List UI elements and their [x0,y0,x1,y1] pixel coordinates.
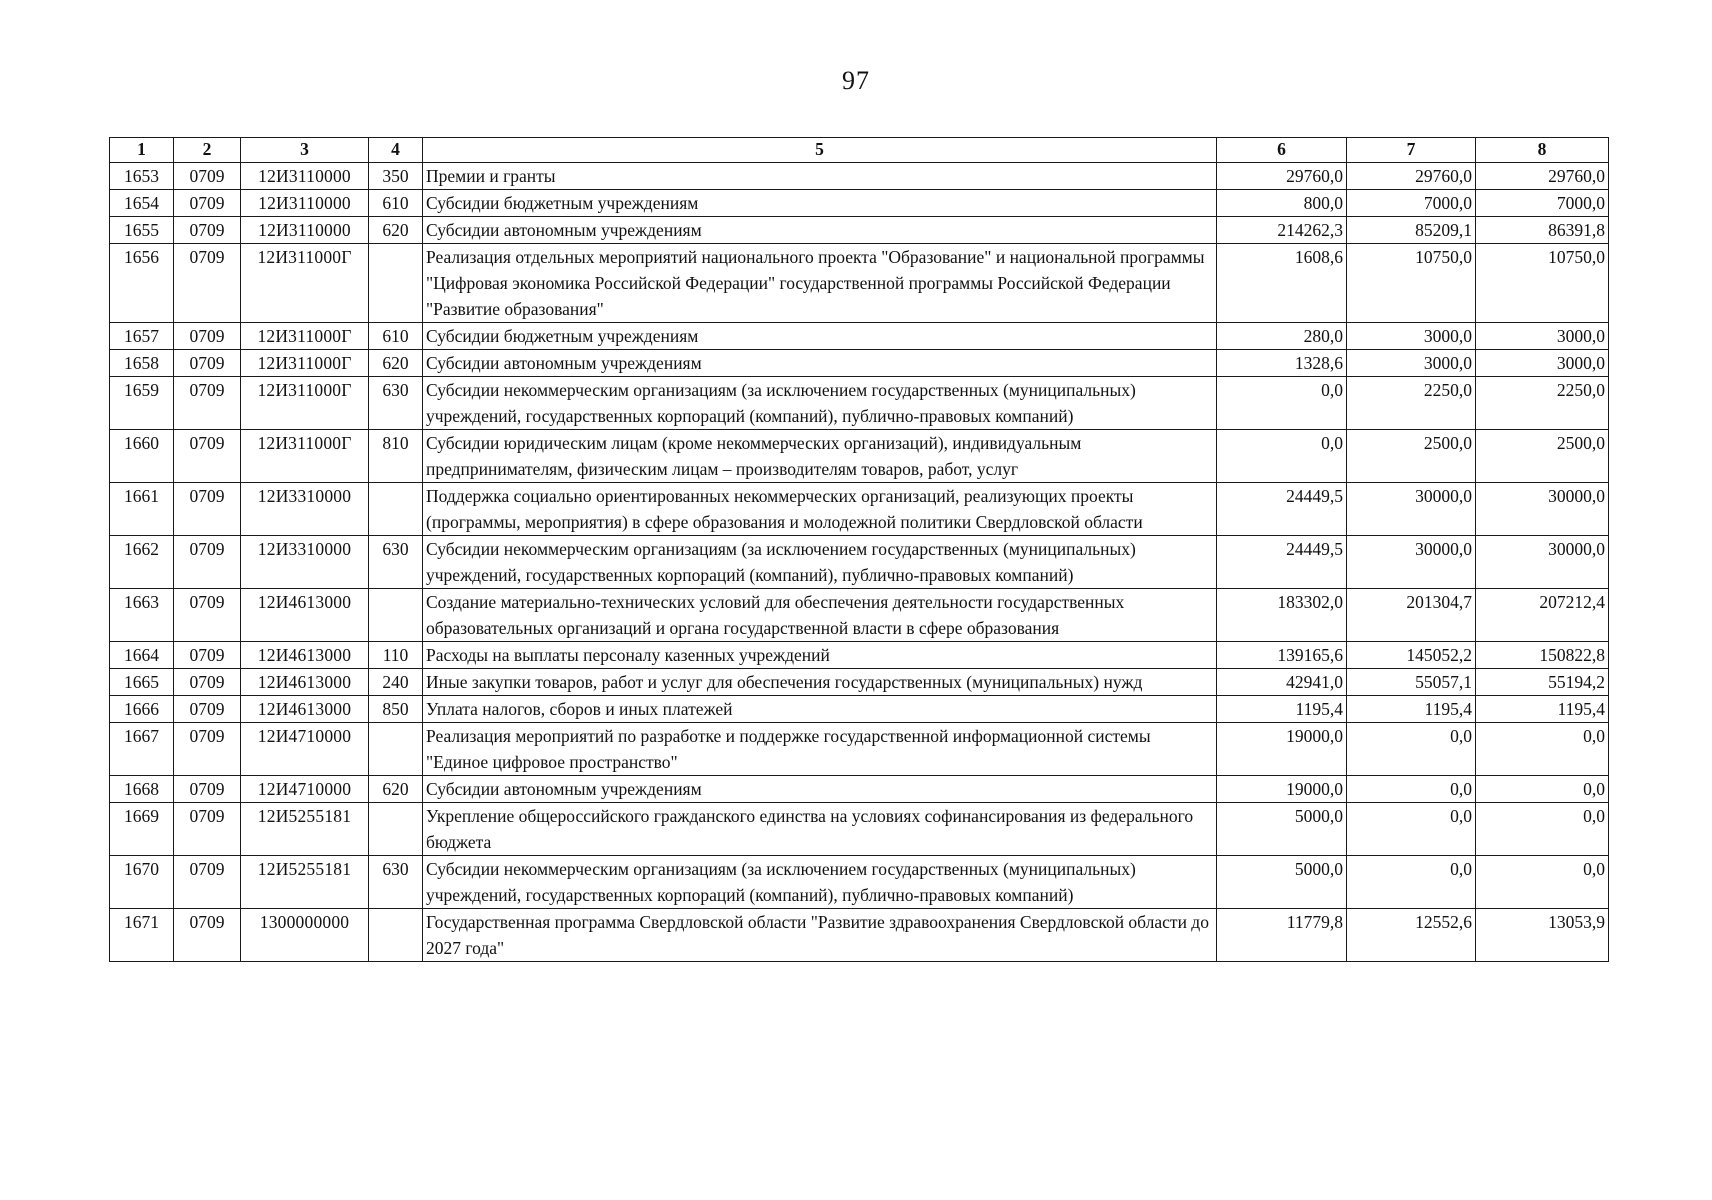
amount-col7-cell: 0,0 [1347,803,1476,856]
table-row [110,377,1609,430]
amount-col8-cell: 0,0 [1476,776,1609,803]
item-name-cell: Субсидии автономным учреждениям [423,350,1217,377]
table-row [110,217,1609,244]
amount-col6-cell: 183302,0 [1217,589,1347,642]
expense-type-cell [369,589,423,642]
amount-col8-cell: 150822,8 [1476,642,1609,669]
amount-col8-cell: 2250,0 [1476,377,1609,430]
section-code-cell: 0709 [174,430,241,483]
amount-col6-cell: 280,0 [1217,323,1347,350]
expense-type-cell [369,483,423,536]
target-code-cell: 12И4710000 [241,776,369,803]
amount-col7-cell: 12552,6 [1347,909,1476,962]
section-code-cell: 0709 [174,536,241,589]
row-number-cell: 1665 [110,669,174,696]
amount-col8-cell: 2500,0 [1476,430,1609,483]
table-row [110,323,1609,350]
row-number-cell: 1670 [110,856,174,909]
table-row [110,776,1609,803]
section-code-cell: 0709 [174,377,241,430]
target-code-cell: 12И4613000 [241,589,369,642]
expense-type-cell: 810 [369,430,423,483]
expense-type-cell [369,723,423,776]
expense-type-cell: 620 [369,217,423,244]
amount-col6-cell: 214262,3 [1217,217,1347,244]
target-code-cell: 12И311000Г [241,350,369,377]
table-row [110,669,1609,696]
section-code-cell: 0709 [174,696,241,723]
amount-col7-cell: 3000,0 [1347,323,1476,350]
amount-col7-cell: 0,0 [1347,856,1476,909]
expense-type-cell: 620 [369,776,423,803]
section-code-cell: 0709 [174,190,241,217]
amount-col7-cell: 0,0 [1347,723,1476,776]
expense-type-cell: 630 [369,536,423,589]
row-number-cell: 1658 [110,350,174,377]
item-name-cell: Расходы на выплаты персоналу казенных учреждений [423,642,1217,669]
target-code-cell: 12И4613000 [241,669,369,696]
table-row [110,536,1609,589]
section-code-cell: 0709 [174,589,241,642]
target-code-cell: 12И3110000 [241,163,369,190]
amount-col8-cell: 10750,0 [1476,244,1609,323]
header-cell: 6 [1217,138,1347,163]
row-number-cell: 1666 [110,696,174,723]
expense-type-cell: 850 [369,696,423,723]
amount-col7-cell: 145052,2 [1347,642,1476,669]
amount-col7-cell: 30000,0 [1347,536,1476,589]
amount-col7-cell: 29760,0 [1347,163,1476,190]
amount-col6-cell: 0,0 [1217,430,1347,483]
amount-col8-cell: 13053,9 [1476,909,1609,962]
table-row [110,483,1609,536]
section-code-cell: 0709 [174,163,241,190]
expense-type-cell: 110 [369,642,423,669]
item-name-cell: Реализация мероприятий по разработке и поддержке государственной информационной системы "Единое цифровое пространство" [423,723,1217,776]
amount-col7-cell: 2500,0 [1347,430,1476,483]
row-number-cell: 1671 [110,909,174,962]
row-number-cell: 1661 [110,483,174,536]
amount-col6-cell: 19000,0 [1217,723,1347,776]
section-code-cell: 0709 [174,909,241,962]
section-code-cell: 0709 [174,776,241,803]
section-code-cell: 0709 [174,723,241,776]
amount-col7-cell: 1195,4 [1347,696,1476,723]
header-cell: 2 [174,138,241,163]
item-name-cell: Субсидии бюджетным учреждениям [423,190,1217,217]
amount-col6-cell: 24449,5 [1217,536,1347,589]
item-name-cell: Субсидии некоммерческим организациям (за исключением государственных (муниципальных) учреждений, государственных корпораций (компаний), публично-правовых компаний) [423,536,1217,589]
row-number-cell: 1656 [110,244,174,323]
item-name-cell: Субсидии автономным учреждениям [423,776,1217,803]
row-number-cell: 1662 [110,536,174,589]
amount-col7-cell: 201304,7 [1347,589,1476,642]
row-number-cell: 1669 [110,803,174,856]
amount-col6-cell: 5000,0 [1217,856,1347,909]
amount-col8-cell: 30000,0 [1476,483,1609,536]
expense-type-cell: 620 [369,350,423,377]
section-code-cell: 0709 [174,856,241,909]
amount-col7-cell: 7000,0 [1347,190,1476,217]
row-number-cell: 1667 [110,723,174,776]
amount-col8-cell: 207212,4 [1476,589,1609,642]
section-code-cell: 0709 [174,350,241,377]
expense-type-cell: 630 [369,377,423,430]
item-name-cell: Государственная программа Свердловской области "Развитие здравоохранения Свердловской области до 2027 года" [423,909,1217,962]
row-number-cell: 1663 [110,589,174,642]
target-code-cell: 12И3310000 [241,536,369,589]
header-cell: 7 [1347,138,1476,163]
row-number-cell: 1668 [110,776,174,803]
table-row [110,190,1609,217]
amount-col6-cell: 139165,6 [1217,642,1347,669]
target-code-cell: 12И3110000 [241,217,369,244]
target-code-cell: 12И311000Г [241,430,369,483]
expense-type-cell: 240 [369,669,423,696]
header-cell: 8 [1476,138,1609,163]
target-code-cell: 12И4710000 [241,723,369,776]
table-row [110,244,1609,323]
row-number-cell: 1660 [110,430,174,483]
item-name-cell: Субсидии автономным учреждениям [423,217,1217,244]
amount-col6-cell: 19000,0 [1217,776,1347,803]
page-number: 97 [842,66,870,95]
table-row [110,909,1609,962]
amount-col7-cell: 85209,1 [1347,217,1476,244]
section-code-cell: 0709 [174,217,241,244]
table-row [110,430,1609,483]
header-cell: 1 [110,138,174,163]
item-name-cell: Субсидии некоммерческим организациям (за исключением государственных (муниципальных) учреждений, государственных корпораций (компаний), публично-правовых компаний) [423,856,1217,909]
amount-col6-cell: 42941,0 [1217,669,1347,696]
amount-col7-cell: 30000,0 [1347,483,1476,536]
section-code-cell: 0709 [174,323,241,350]
section-code-cell: 0709 [174,803,241,856]
expense-type-cell: 610 [369,323,423,350]
target-code-cell: 12И311000Г [241,377,369,430]
amount-col6-cell: 1608,6 [1217,244,1347,323]
row-number-cell: 1657 [110,323,174,350]
row-number-cell: 1664 [110,642,174,669]
header-row [110,138,1609,163]
item-name-cell: Субсидии некоммерческим организациям (за исключением государственных (муниципальных) учреждений, государственных корпораций (компаний), публично-правовых компаний) [423,377,1217,430]
header-cell: 3 [241,138,369,163]
amount-col6-cell: 11779,8 [1217,909,1347,962]
item-name-cell: Субсидии юридическим лицам (кроме некоммерческих организаций), индивидуальным предпринимателям, физическим лицам – производителям товаров, работ, услуг [423,430,1217,483]
row-number-cell: 1653 [110,163,174,190]
target-code-cell: 12И311000Г [241,323,369,350]
amount-col7-cell: 3000,0 [1347,350,1476,377]
amount-col8-cell: 29760,0 [1476,163,1609,190]
amount-col8-cell: 0,0 [1476,856,1609,909]
amount-col6-cell: 24449,5 [1217,483,1347,536]
item-name-cell: Создание материально-технических условий для обеспечения деятельности государственных образовательных организаций и органа государственной власти в сфере образования [423,589,1217,642]
row-number-cell: 1659 [110,377,174,430]
table-row [110,723,1609,776]
target-code-cell: 12И5255181 [241,856,369,909]
amount-col7-cell: 10750,0 [1347,244,1476,323]
amount-col6-cell: 1328,6 [1217,350,1347,377]
target-code-cell: 1300000000 [241,909,369,962]
section-code-cell: 0709 [174,642,241,669]
table-row [110,642,1609,669]
amount-col8-cell: 7000,0 [1476,190,1609,217]
table-row [110,696,1609,723]
target-code-cell: 12И3110000 [241,190,369,217]
table-body [110,163,1609,962]
amount-col8-cell: 3000,0 [1476,350,1609,377]
amount-col6-cell: 0,0 [1217,377,1347,430]
amount-col8-cell: 0,0 [1476,723,1609,776]
item-name-cell: Реализация отдельных мероприятий национального проекта "Образование" и национальной программы "Цифровая экономика Российской Федерации" государственной программы Российской Федерации "Развитие образования" [423,244,1217,323]
amount-col7-cell: 0,0 [1347,776,1476,803]
row-number-cell: 1655 [110,217,174,244]
amount-col8-cell: 3000,0 [1476,323,1609,350]
amount-col6-cell: 5000,0 [1217,803,1347,856]
item-name-cell: Укрепление общероссийского гражданского единства на условиях софинансирования из федерального бюджета [423,803,1217,856]
section-code-cell: 0709 [174,244,241,323]
amount-col8-cell: 30000,0 [1476,536,1609,589]
target-code-cell: 12И4613000 [241,696,369,723]
amount-col8-cell: 1195,4 [1476,696,1609,723]
amount-col7-cell: 2250,0 [1347,377,1476,430]
amount-col6-cell: 800,0 [1217,190,1347,217]
amount-col7-cell: 55057,1 [1347,669,1476,696]
table-row [110,589,1609,642]
item-name-cell: Премии и гранты [423,163,1217,190]
item-name-cell: Уплата налогов, сборов и иных платежей [423,696,1217,723]
section-code-cell: 0709 [174,669,241,696]
item-name-cell: Поддержка социально ориентированных некоммерческих организаций, реализующих проекты (программы, мероприятия) в сфере образования и молодежной политики Свердловской области [423,483,1217,536]
table-row [110,803,1609,856]
row-number-cell: 1654 [110,190,174,217]
table-row [110,856,1609,909]
amount-col6-cell: 29760,0 [1217,163,1347,190]
header-cell: 4 [369,138,423,163]
expense-type-cell [369,909,423,962]
expense-type-cell [369,803,423,856]
amount-col8-cell: 55194,2 [1476,669,1609,696]
target-code-cell: 12И3310000 [241,483,369,536]
item-name-cell: Субсидии бюджетным учреждениям [423,323,1217,350]
amount-col8-cell: 86391,8 [1476,217,1609,244]
section-code-cell: 0709 [174,483,241,536]
expense-type-cell: 630 [369,856,423,909]
budget-table [109,137,1609,962]
expense-type-cell: 350 [369,163,423,190]
target-code-cell: 12И5255181 [241,803,369,856]
target-code-cell: 12И311000Г [241,244,369,323]
target-code-cell: 12И4613000 [241,642,369,669]
table-row [110,350,1609,377]
table-row [110,163,1609,190]
expense-type-cell [369,244,423,323]
item-name-cell: Иные закупки товаров, работ и услуг для обеспечения государственных (муниципальных) нужд [423,669,1217,696]
expense-type-cell: 610 [369,190,423,217]
amount-col6-cell: 1195,4 [1217,696,1347,723]
header-cell: 5 [423,138,1217,163]
amount-col8-cell: 0,0 [1476,803,1609,856]
